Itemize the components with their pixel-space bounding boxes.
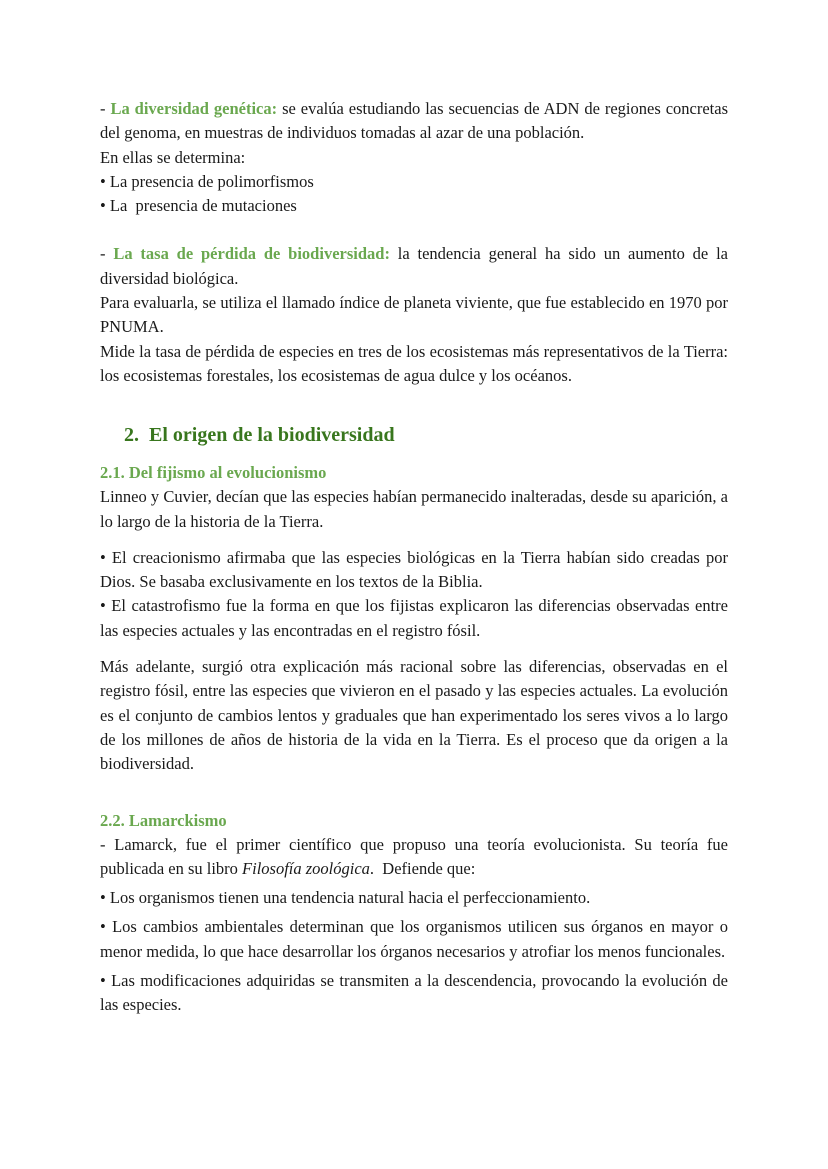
loss-rate-text: la tendencia general ha sido un aumento de la diversidad biológica. (100, 244, 728, 288)
bullet-polymorphisms: • La presencia de polimorfismos (100, 171, 314, 191)
bullet-environmental-changes: • Los cambios ambientales determinan que los organismos utilicen sus órganos en mayor o menor medida, lo que hace desarrollar los órganos necesarios y atrofiar los menos funcionales. (100, 917, 728, 961)
loss-rate-term: La tasa de pérdida de biodiversidad: (113, 244, 390, 264)
bullet-mutations: • La presencia de mutaciones (100, 196, 297, 216)
lamarck-intro-end: . Defiende que: (369, 858, 476, 878)
genetic-diversity-term: La diversidad genética: (110, 99, 278, 118)
section-heading: 2. El origen de la biodiversidad (124, 424, 395, 447)
bullet-catastrophism: • El catastrofismo fue la forma en que los fijistas explicaron las diferencias observadas entre las especies actuales y las encontradas en el registro fósil. (100, 596, 728, 640)
bullet-creationism: • El creacionismo afirmaba que las especies biológicas en la Tierra habían sido creadas por Dios. Se basaba exclusivamente en los textos de la Biblia. (100, 547, 728, 592)
subsection-heading-fijismo: 2.1. Del fijismo al evolucionismo (100, 463, 327, 483)
book-title: Filosofía zoológica (242, 858, 370, 878)
bullet-perfection: • Los organismos tienen una tendencia natural hacia el perfeccionamiento. (100, 888, 591, 908)
species-loss-paragraph: Mide la tasa de pérdida de especies en tres de los ecosistemas más representativos de la Tierra: los ecosistemas forestales, los ecosistemas de agua dulce y los océanos. (100, 341, 728, 385)
loss-rate-paragraph (100, 242, 728, 291)
genetic-diversity-intro: En ellas se determina: (100, 147, 246, 167)
lamarck-intro-paragraph (100, 833, 733, 882)
genetic-diversity-text: se evalúa estudiando las secuencias de ADN de regiones concretas del genoma, en muestras de individuos tomadas al azar de una población. (100, 99, 728, 143)
evolution-paragraph: Más adelante, surgió otra explicación más racional sobre las diferencias, observadas en el registro fósil, entre las especies que vivieron en el pasado y las especies actuales. La evolución es el conjunto de cambios lentos y graduales que han experimentado los seres vivos a lo largo de los millones de años de historia de la vida en la Tierra. Es el proceso que da origen a la biodiversidad. (100, 657, 728, 774)
dash: - (100, 99, 111, 118)
dash: - (100, 244, 114, 264)
linneo-cuvier-paragraph: Linneo y Cuvier, decían que las especies habían permanecido inalteradas, desde su aparición, a lo largo de la historia de la Tierra. (100, 487, 728, 531)
subsection-heading-lamarckism: 2.2. Lamarckismo (100, 810, 227, 830)
bullet-inheritance: • Las modificaciones adquiridas se transmiten a la descendencia, provocando la evolución de las especies. (100, 971, 728, 1015)
genetic-diversity-paragraph (100, 97, 728, 146)
lamarck-intro-text: - Lamarck, fue el primer científico que propuso una teoría evolucionista. Su teoría fue publicada en su libro (100, 834, 733, 878)
living-planet-index-paragraph: Para evaluarla, se utiliza el llamado índice de planeta viviente, que fue establecido en 1970 por PNUMA. (100, 293, 728, 337)
